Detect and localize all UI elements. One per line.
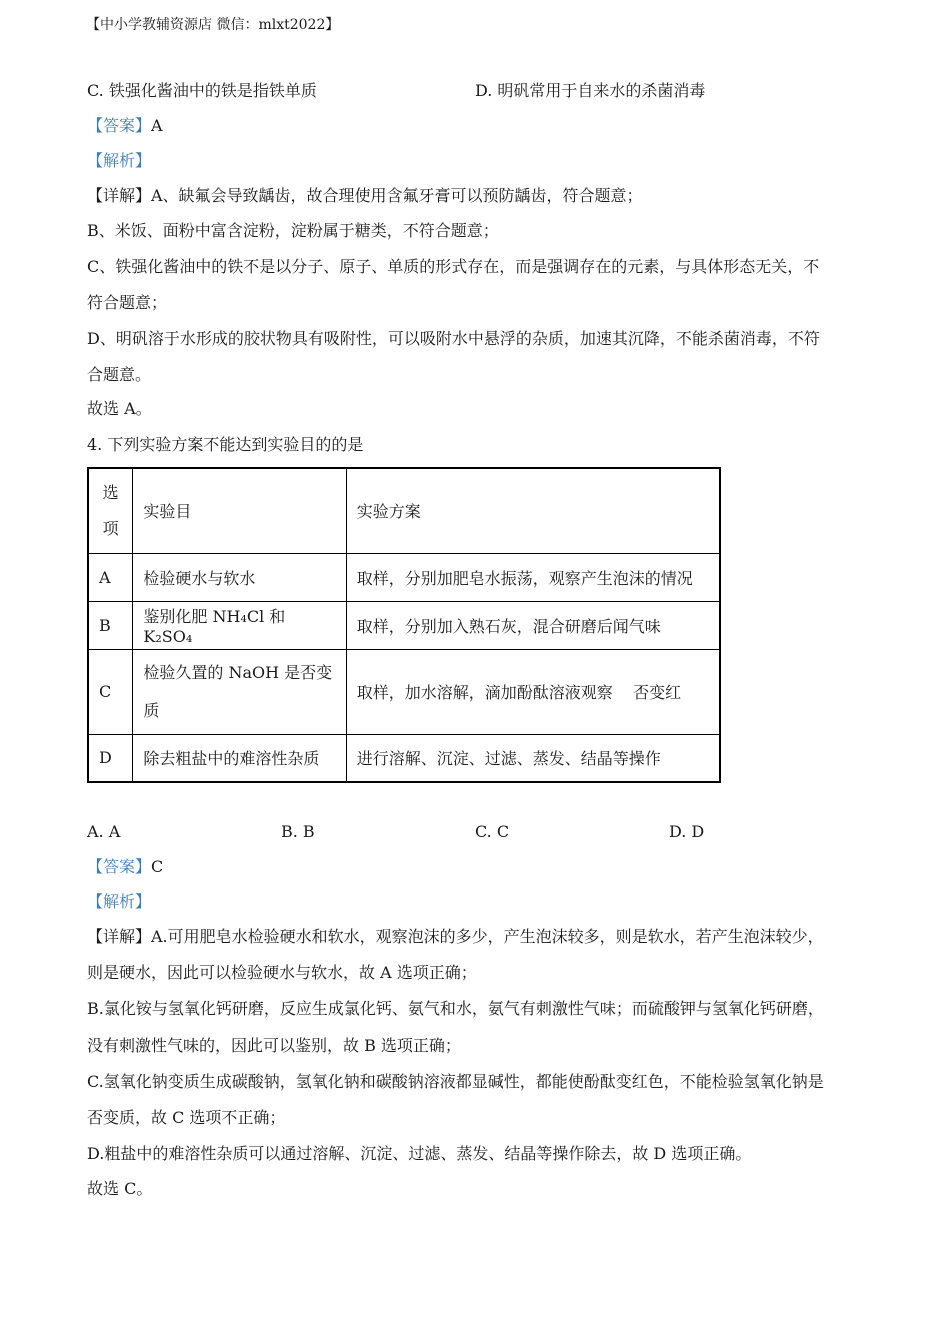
q4-option-d: D. D: [669, 822, 705, 841]
table-header-row: [88, 468, 720, 553]
q3-detail-line: 故选 A。: [87, 399, 152, 418]
answer-value: C: [151, 857, 164, 876]
table-row: [88, 601, 720, 649]
row-option: C: [88, 649, 133, 734]
header-goal: 实验目: [133, 468, 346, 553]
page-header: 【中小学教辅资源店 微信：mlxt2022】: [86, 17, 340, 33]
row-plan: 取样，分别加入熟石灰，混合研磨后闻气味: [346, 601, 720, 649]
header-plan: 实验方案: [346, 468, 720, 553]
table-row: [88, 553, 720, 601]
q3-detail-line: 【详解】A、缺氟会导致龋齿，故合理使用含氟牙膏可以预防龋齿，符合题意；: [87, 186, 643, 205]
row-option: B: [88, 601, 133, 649]
row-option: D: [88, 734, 133, 782]
header-option: 选项: [88, 468, 133, 553]
q3-option-d: D. 明矾常用于自来水的杀菌消毒: [475, 81, 706, 100]
q4-detail-line: C.氢氧化钠变质生成碳酸钠，氢氧化钠和碳酸钠溶液都显碱性，都能使酚酞变红色，不能检验氢氧化钠是: [87, 1072, 824, 1091]
q3-detail-line: 合题意。: [87, 365, 152, 384]
q4-option-c: C. C: [475, 822, 510, 841]
q4-answer: [87, 857, 163, 877]
q4-detail-line: B.氯化铵与氢氧化钙研磨，反应生成氯化钙、氨气和水，氨气有刺激性气味；而硫酸钾与氢氧化钙研磨，: [87, 999, 824, 1018]
q4-analysis-label: 【解析】: [87, 892, 152, 911]
q4-detail-line: 否变质，故 C 选项不正确；: [87, 1108, 286, 1127]
answer-label: 【答案】: [87, 116, 152, 135]
answer-label: 【答案】: [87, 857, 152, 876]
row-goal: 鉴别化肥 NH₄Cl 和 K₂SO₄: [133, 601, 346, 649]
q4-detail-line: 则是硬水，因此可以检验硬水与软水，故 A 选项正确；: [87, 963, 477, 982]
row-goal: 除去粗盐中的难溶性杂质: [133, 734, 346, 782]
q3-detail-line: B、米饭、面粉中富含淀粉，淀粉属于糖类，不符合题意；: [87, 221, 499, 240]
q3-detail-line: C、铁强化酱油中的铁不是以分子、原子、单质的形式存在，而是强调存在的元素，与具体形态无关，不: [87, 257, 820, 276]
row-goal: 检验久置的 NaOH 是否变质: [133, 649, 346, 734]
row-plan: 进行溶解、沉淀、过滤、蒸发、结晶等操作: [346, 734, 720, 782]
answer-value: A: [151, 116, 163, 135]
row-plan: 取样，加水溶解，滴加酚酞溶液观察 否变红: [346, 649, 720, 734]
q4-detail-line: 故选 C。: [87, 1179, 153, 1198]
q4-stem: 4. 下列实验方案不能达到实验目的的是: [87, 435, 364, 454]
row-goal: 检验硬水与软水: [133, 553, 346, 601]
q3-analysis-label: 【解析】: [87, 151, 152, 170]
row-plan: 取样，分别加肥皂水振荡，观察产生泡沫的情况: [346, 553, 720, 601]
experiment-table: [87, 467, 721, 783]
table-row: [88, 649, 720, 734]
table-row: [88, 734, 720, 782]
q4-option-a: A. A: [87, 822, 121, 841]
q3-option-c: C. 铁强化酱油中的铁是指铁单质: [87, 81, 317, 100]
q3-answer: [87, 116, 163, 136]
q4-detail-line: D.粗盐中的难溶性杂质可以通过溶解、沉淀、过滤、蒸发、结晶等操作除去，故 D 选项正确。: [87, 1144, 752, 1163]
q3-detail-line: 符合题意；: [87, 293, 168, 312]
row-option: A: [88, 553, 133, 601]
q4-option-b: B. B: [281, 822, 315, 841]
q3-detail-line: D、明矾溶于水形成的胶状物具有吸附性，可以吸附水中悬浮的杂质，加速其沉降，不能杀菌消毒，不符: [87, 329, 820, 348]
q4-detail-line: 没有刺激性气味的，因此可以鉴别，故 B 选项正确；: [87, 1036, 461, 1055]
q4-detail-line: 【详解】A.可用肥皂水检验硬水和软水，观察泡沫的多少，产生泡沫较多，则是软水，若产生泡沫较少，: [87, 927, 824, 946]
